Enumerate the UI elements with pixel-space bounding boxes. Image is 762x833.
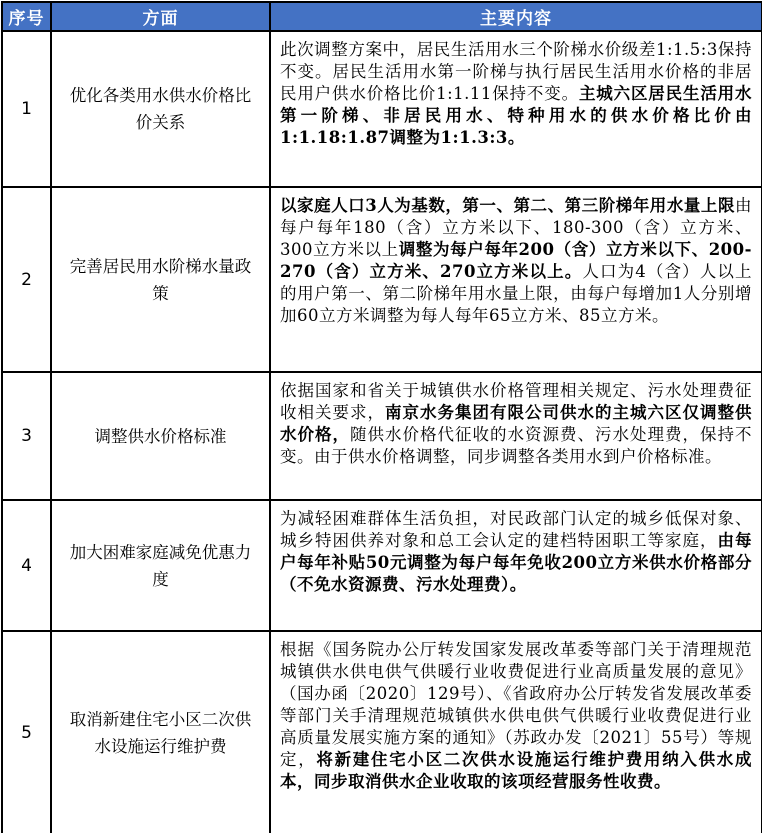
row-number: 4 bbox=[2, 500, 51, 631]
table-row bbox=[2, 372, 762, 500]
table-row bbox=[2, 500, 762, 631]
header-row bbox=[2, 2, 762, 31]
main-content-cell bbox=[270, 631, 762, 833]
main-content-cell bbox=[270, 187, 762, 372]
content-segment: 随供水价格代征收的水资源费、污水处理费，保持不变。由于供水价格调整，同步调整各类用水到户价格标准。 bbox=[280, 425, 752, 466]
table-row bbox=[2, 31, 762, 187]
content-segment: 由每户每年180（含）立方米以下、180-300（含）立方米、300立方米以上 bbox=[280, 196, 752, 259]
row-number: 3 bbox=[2, 372, 51, 500]
aspect-label: 加大困难家庭减免优惠力度 bbox=[51, 500, 270, 631]
content-segment: 依据国家和省关于城镇供水价格管理相关规定、污水处理费征收相关要求， bbox=[280, 381, 752, 422]
content-segment-bold: 调整为每户每年200（含）立方米以下、200-270（含）立方米、270立方米以上。 bbox=[280, 240, 752, 281]
row-number: 5 bbox=[2, 631, 51, 833]
main-content-cell bbox=[270, 31, 762, 187]
content-segment-bold: 以家庭人口3人为基数，第一、第二、第三阶梯年用水量上限 bbox=[280, 196, 735, 215]
main-content-cell bbox=[270, 372, 762, 500]
content-segment: 人口为4（含）人以上的用户第一、第二阶梯年用水量上限，由每户每增加1人分别增加60立方米调整为每人每年65立方米、85立方米。 bbox=[280, 262, 752, 325]
row-number: 2 bbox=[2, 187, 51, 372]
main-content-cell bbox=[270, 500, 762, 631]
table-row bbox=[2, 187, 762, 372]
content-segment-bold: 由每户每年补贴50元调整为每户每年免收200立方米供水价格部分（不免水资源费、污水处理费）。 bbox=[280, 531, 752, 594]
header-cell-main-content: 主要内容 bbox=[270, 2, 762, 31]
content-segment: 为减轻困难群体生活负担，对民政部门认定的城乡低保对象、城乡特困供养对象和总工会认定的建档特困职工等家庭， bbox=[280, 509, 752, 550]
table-body bbox=[2, 31, 762, 833]
aspect-label: 完善居民用水阶梯水量政策 bbox=[51, 187, 270, 372]
aspect-label: 调整供水价格标准 bbox=[51, 372, 270, 500]
content-segment-bold: 南京水务集团有限公司供水的主城六区仅调整供水价格， bbox=[280, 403, 752, 444]
header-cell-number: 序号 bbox=[2, 2, 51, 31]
content-segment: 根据《国务院办公厅转发国家发展改革委等部门关于清理规范城镇供水供电供气供暖行业收费促进行业高质量发展的意见》（国办函〔2020〕129号）、《省政府办公厅转发省发展改革委等部门关手清理规范城镇供水供电供气供暖行业收费促进行业高质量发展实施方案的通知》（苏政办发〔2021〕55号）等规定， bbox=[280, 640, 752, 769]
aspect-label: 优化各类用水供水价格比价关系 bbox=[51, 31, 270, 187]
header-cell-aspect: 方面 bbox=[51, 2, 270, 31]
content-segment: 此次调整方案中，居民生活用水三个阶梯水价级差1:1.5:3保持不变。居民生活用水第一阶梯与执行居民生活用水价格的非居民用户供水价格比价1:1.11保持不变。 bbox=[280, 40, 752, 103]
row-number: 1 bbox=[2, 31, 51, 187]
table-row bbox=[2, 631, 762, 833]
aspect-label: 取消新建住宅小区二次供水设施运行维护费 bbox=[51, 631, 270, 833]
table-header bbox=[2, 2, 762, 31]
content-segment-bold: 主城六区居民生活用水第一阶梯、非居民用水、特种用水的供水价格比价由1:1.18:1.87调整为1:1.3:3。 bbox=[280, 84, 753, 147]
content-segment-bold: 将新建住宅小区二次供水设施运行维护费用纳入供水成本，同步取消供水企业收取的该项经营服务性收费。 bbox=[280, 750, 753, 791]
water-price-adjustment-table bbox=[1, 1, 762, 833]
